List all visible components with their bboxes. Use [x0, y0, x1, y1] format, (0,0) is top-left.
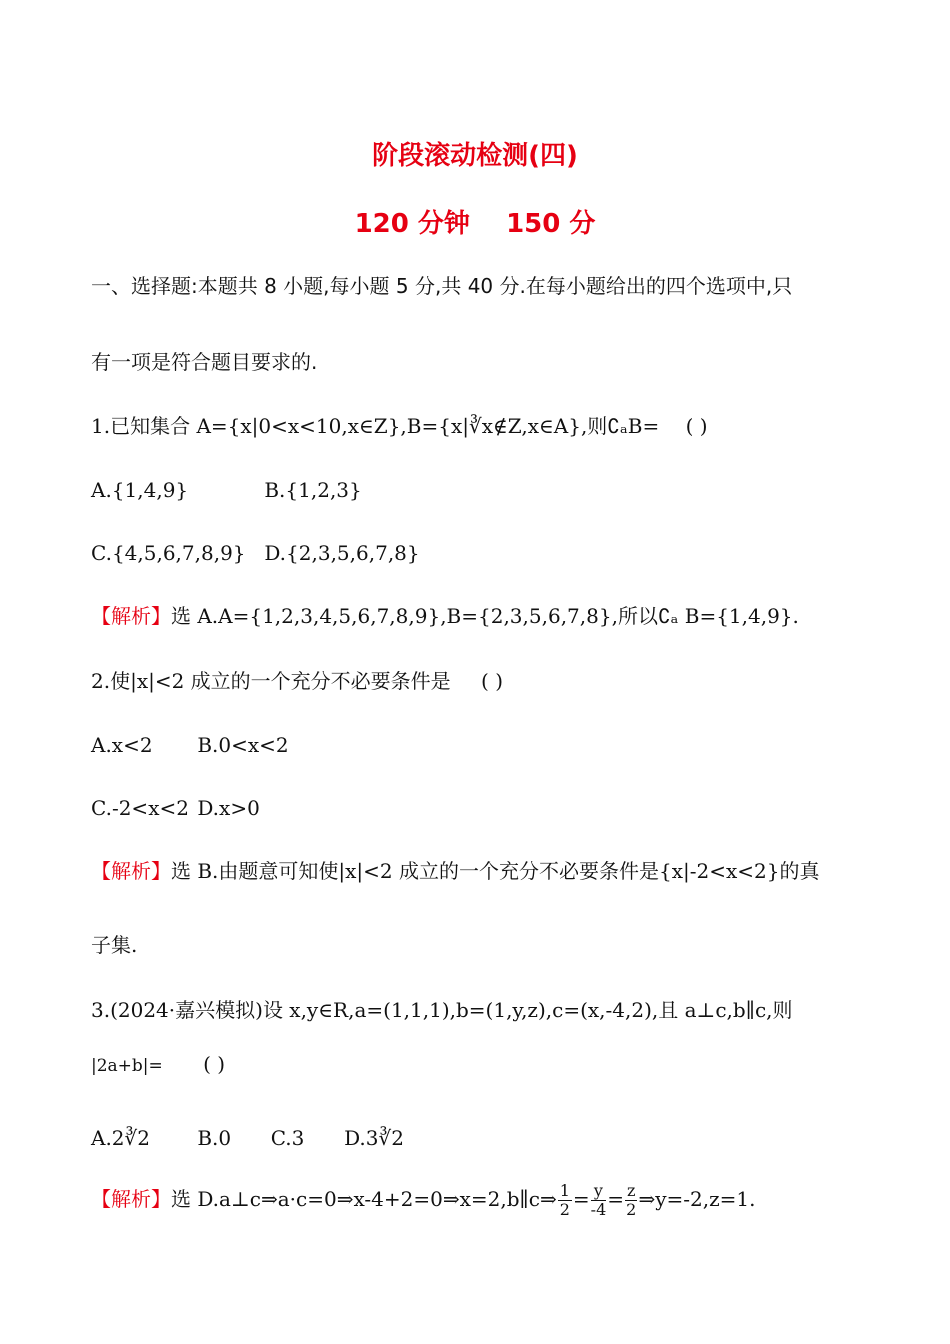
- q2-option-d: D.x>0: [197, 796, 260, 820]
- q2-options-row2: [91, 794, 260, 822]
- q1-stem: [91, 412, 708, 440]
- q3-answer-blank: ( ): [203, 1052, 226, 1076]
- q3-fraction-1: [558, 1182, 572, 1219]
- q2-solution-text1: 选 B.由题意可知使|x|<2 成立的一个充分不必要条件是{x|-2<x<2}的真: [171, 859, 820, 883]
- q3-option-a: A.2∛2: [91, 1126, 150, 1150]
- q1-options-row2: [91, 539, 420, 567]
- q1-solution-tag: 【解析】: [91, 604, 171, 628]
- q1-option-d: D.{2,3,5,6,7,8}: [264, 541, 420, 565]
- q1-option-b: B.{1,2,3}: [264, 478, 362, 502]
- q2-solution-tag: 【解析】: [91, 859, 171, 883]
- q3-fraction-3-num: z: [627, 1181, 636, 1200]
- q3-fraction-3-den: 2: [626, 1200, 637, 1219]
- q1-solution: [91, 602, 799, 630]
- q3-abs-expression: |2a+b|=: [91, 1056, 163, 1076]
- q3-option-d: D.3∛2: [344, 1126, 404, 1150]
- q1-option-a: A.{1,4,9}: [91, 478, 189, 502]
- q2-option-c: C.-2<x<2: [91, 796, 189, 820]
- section-heading-line2: 有一项是符合题目要求的.: [91, 350, 318, 374]
- q1-options-row1: [91, 476, 362, 504]
- q3-option-c: C.3: [270, 1126, 305, 1150]
- q1-solution-text: 选 A.A={1,2,3,4,5,6,7,8,9},B={2,3,5,6,7,8},所以∁ₐ B={1,4,9}.: [171, 604, 799, 628]
- q2-option-a: A.x<2: [91, 733, 153, 757]
- q2-stem-text: 2.使|x|<2 成立的一个充分不必要条件是: [91, 669, 451, 693]
- subtitle-text: 120 分钟 150 分: [354, 209, 596, 239]
- q1-option-c: C.{4,5,6,7,8,9}: [91, 541, 246, 565]
- q2-solution-line2: 子集.: [91, 933, 138, 957]
- q2-option-b: B.0<x<2: [197, 733, 289, 757]
- q3-fraction-3: [625, 1182, 637, 1219]
- q3-fraction-1-num: 1: [559, 1181, 570, 1200]
- q3-solution-post: ⇒y=-2,z=1.: [638, 1187, 756, 1211]
- q3-fraction-2-num: y: [591, 1182, 607, 1201]
- q3-stem: 3.(2024·嘉兴模拟)设 x,y∈R,a=(1,1,1),b=(1,y,z),c=(x,-4,2),且 a⊥c,b∥c,则: [91, 998, 793, 1022]
- q3-fraction-1-den: 2: [559, 1200, 570, 1219]
- q2-answer-blank: ( ): [481, 669, 504, 693]
- section-heading-line1: 一、选择题:本题共 8 小题,每小题 5 分,共 40 分.在每小题给出的四个选项中,只: [91, 274, 793, 298]
- q3-option-b: B.0: [197, 1126, 232, 1150]
- page-subtitle: [0, 203, 950, 240]
- q1-answer-blank: ( ): [685, 414, 708, 438]
- q3-fraction-2: [591, 1182, 607, 1219]
- q3-solution: 【解析】选 D.a⊥c⇒a·c=0⇒x-4+2=0⇒x=2,b∥c⇒ $\frac{1}{2}$ = $\frac{y}{-4}$ = $\frac{z}{2}$ ⇒y=-2,z=1.: [91, 1181, 756, 1219]
- q3-stem-line2: [91, 1050, 225, 1080]
- page-title: 阶段滚动检测(四): [372, 141, 578, 171]
- q2-solution-line1: [91, 857, 819, 885]
- q3-fraction-2-den: -4: [590, 1200, 607, 1219]
- q2-stem: [91, 667, 503, 695]
- q3-solution-pre: 选 D.a⊥c⇒a·c=0⇒x-4+2=0⇒x=2,b∥c⇒: [171, 1187, 557, 1211]
- q3-options-row: [91, 1124, 404, 1152]
- q1-stem-text: 1.已知集合 A={x|0<x<10,x∈Z},B={x|∛x∉Z,x∈A},则∁ₐB=: [91, 414, 660, 438]
- q3-solution-tag: 【解析】: [91, 1187, 171, 1211]
- q2-options-row1: [91, 731, 289, 759]
